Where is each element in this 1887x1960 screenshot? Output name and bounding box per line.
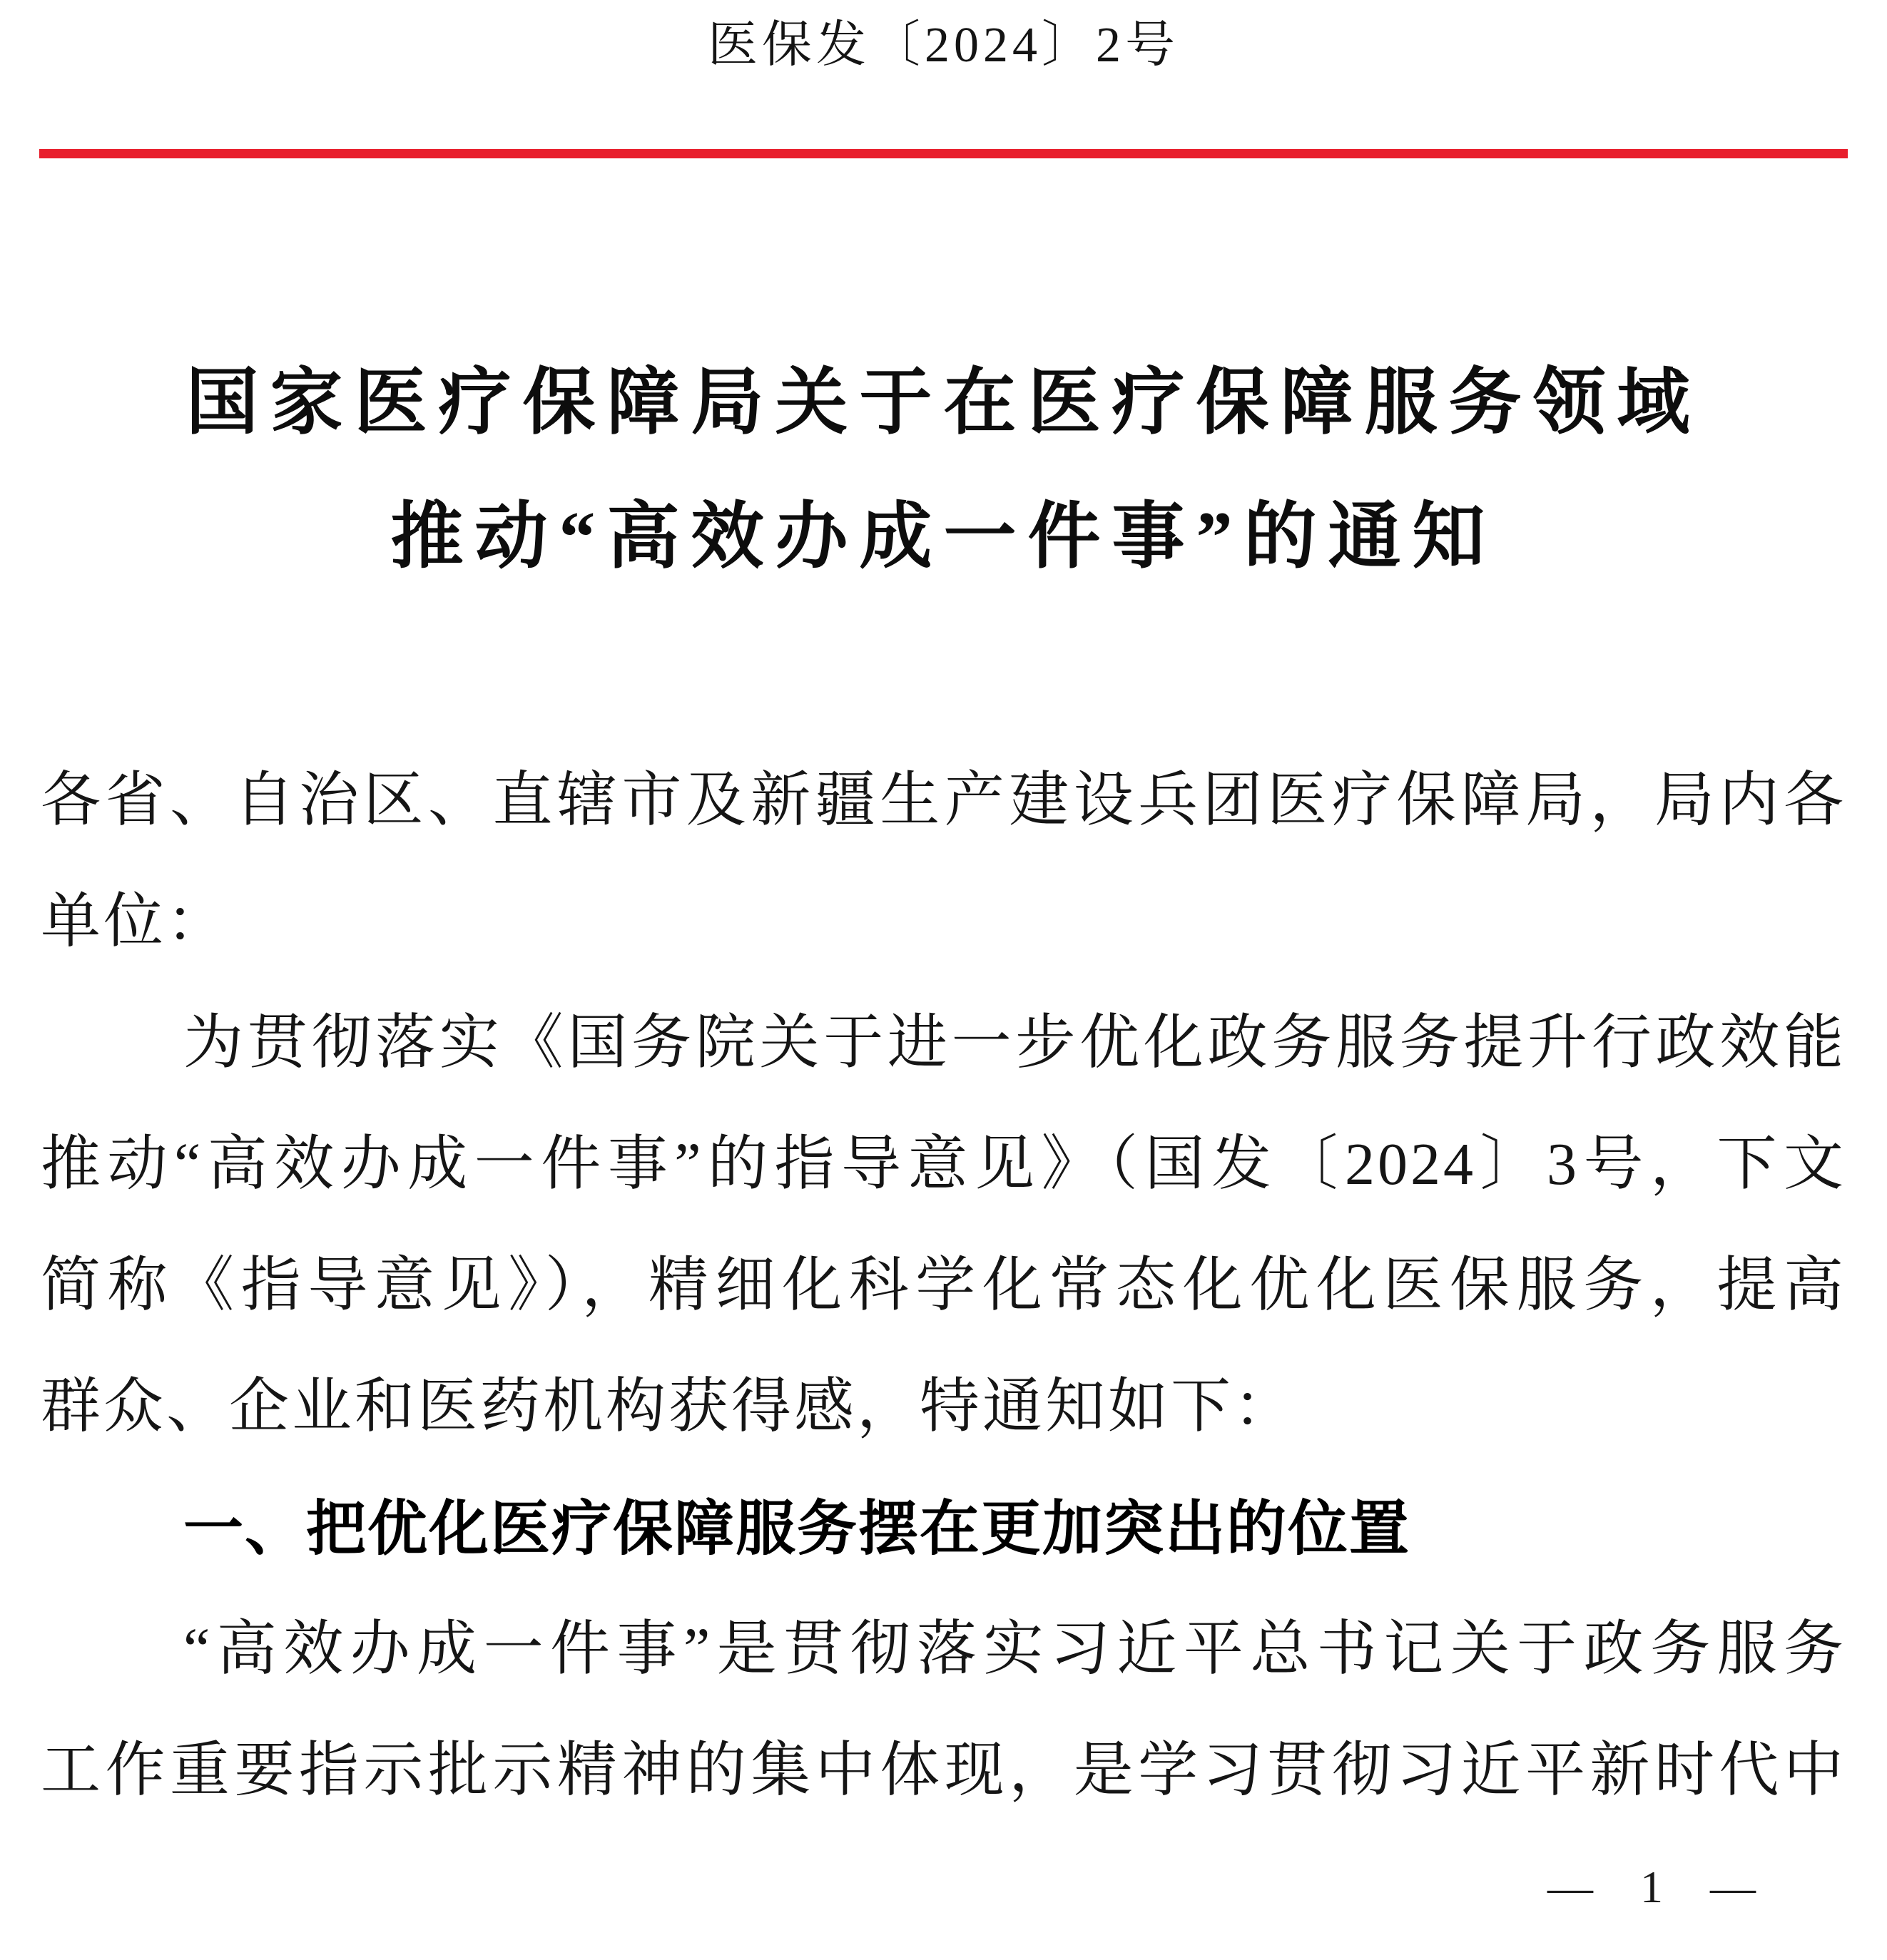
document-title	[0, 337, 1887, 605]
body-line-recipients: 各省、自治区、直辖市及新疆生产建设兵团医疗保障局，局内各	[41, 767, 1846, 834]
body-line-paragraph-1b: 推动“高效办成一件事”的指导意见》（国发〔2024〕3号，下文	[41, 1131, 1846, 1198]
document-number: 医保发〔2024〕2号	[708, 18, 1179, 73]
document-title-line-2: 推动“高效办成一件事”的通知	[390, 497, 1497, 578]
body-line-paragraph-1a: 为贯彻落实《国务院关于进一步优化政务服务提升行政效能	[183, 1010, 1846, 1076]
red-divider-line	[39, 149, 1848, 158]
body-line-recipients-cont: 单位：	[41, 889, 230, 955]
body-line-paragraph-2b: 工作重要指示批示精神的集中体现，是学习贯彻习近平新时代中	[41, 1737, 1846, 1804]
document-title-line-1: 国家医疗保障局关于在医疗保障服务领域	[185, 363, 1702, 444]
section-heading-1: 一、把优化医疗保障服务摆在更加突出的位置	[183, 1494, 1411, 1563]
body-line-paragraph-1c: 简称《指导意见》），精细化科学化常态化优化医保服务，提高	[41, 1252, 1846, 1319]
body-line-paragraph-1d: 群众、企业和医药机构获得感，特通知如下：	[41, 1374, 1297, 1440]
page-number: — 1 —	[1547, 1862, 1757, 1912]
body-line-paragraph-2a: “高效办成一件事”是贯彻落实习近平总书记关于政务服务	[183, 1616, 1846, 1683]
